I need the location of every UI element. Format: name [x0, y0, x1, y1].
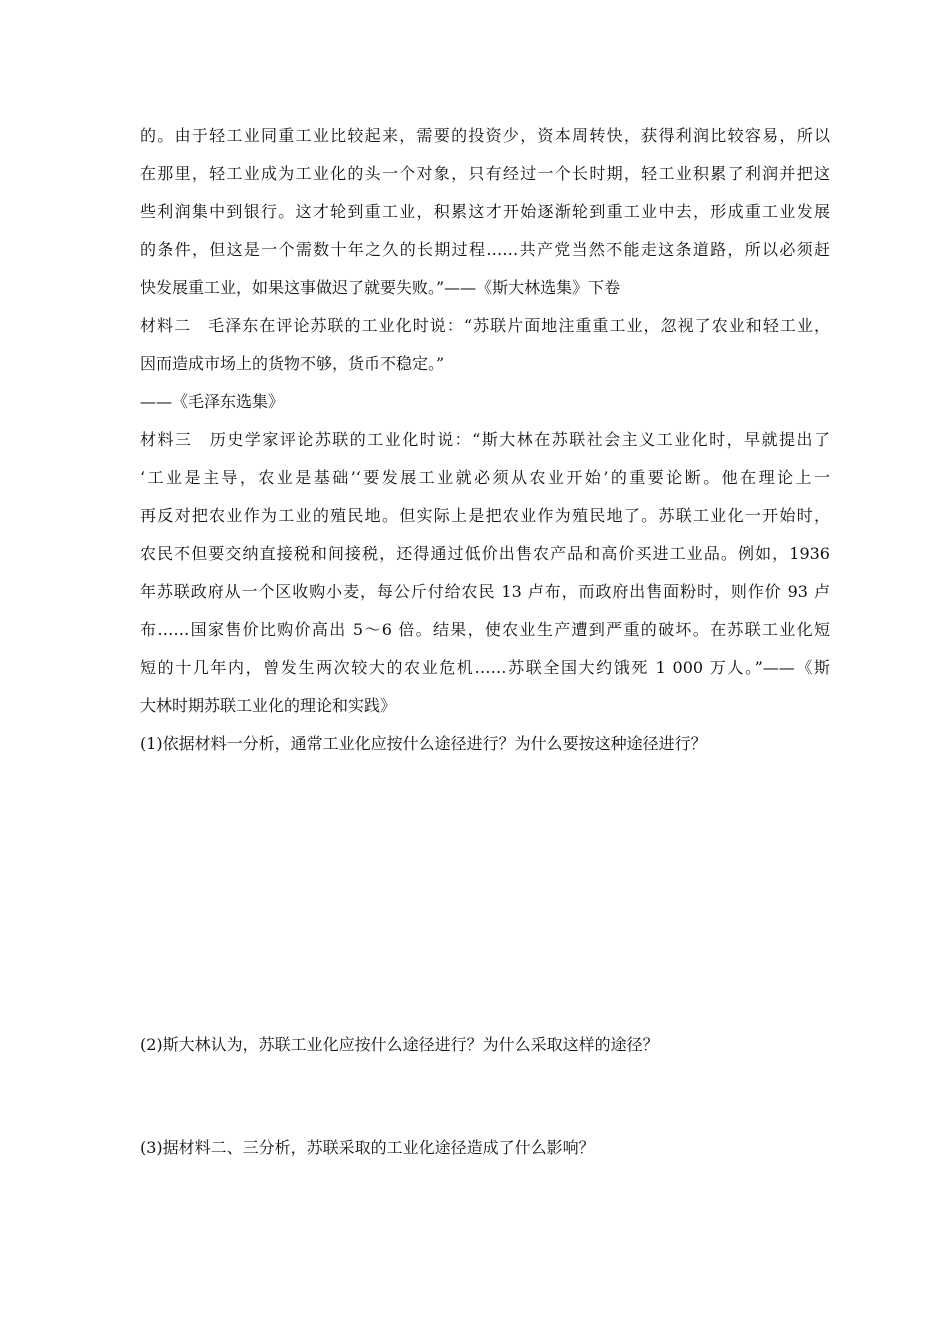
material3-line: 短的十几年内，曾发生两次较大的农业危机……苏联全国大约饿死 1 000 万人。”——《斯: [140, 658, 830, 677]
material3-source: 大林时期苏联工业化的理论和实践》: [140, 696, 397, 715]
material3-line: 再反对把农业作为工业的殖民地。但实际上是把农业作为殖民地了。苏联工业化一开始时，: [140, 506, 830, 525]
question-1: (1)依据材料一分析，通常工业化应按什么途径进行？为什么要按这种途径进行？: [140, 734, 707, 753]
material3-line: 布……国家售价比购价高出 5～6 倍。结果，使农业生产遭到严重的破坏。在苏联工业化短: [140, 620, 830, 639]
material3-line: 农民不但要交纳直接税和间接税，还得通过低价出售农产品和高价买进工业品。例如，1936: [140, 544, 830, 563]
material2-line: 材料二 毛泽东在评论苏联的工业化时说：“苏联片面地注重重工业，忽视了农业和轻工业，: [140, 316, 830, 335]
material1-line: 些利润集中到银行。这才轮到重工业，积累这才开始逐渐轮到重工业中去，形成重工业发展: [140, 202, 830, 221]
material3-line: ‘工业是主导，农业是基础’‘要发展工业就必须从农业开始’的重要论断。他在理论上一: [140, 468, 830, 487]
material3-line: 材料三 历史学家评论苏联的工业化时说：“斯大林在苏联社会主义工业化时，早就提出了: [140, 430, 830, 449]
material1-line: 在那里，轻工业成为工业化的头一个对象，只有经过一个长时期，轻工业积累了利润并把这: [140, 164, 830, 183]
material2-line: 因而造成市场上的货物不够，货币不稳定。”: [140, 354, 445, 373]
question-3: (3)据材料二、三分析，苏联采取的工业化途径造成了什么影响？: [140, 1138, 595, 1157]
material3-line: 年苏联政府从一个区收购小麦，每公斤付给农民 13 卢布，而政府出售面粉时，则作价 93 卢: [140, 582, 830, 601]
material1-line: 的。由于轻工业同重工业比较起来，需要的投资少，资本周转快，获得利润比较容易，所以: [140, 126, 830, 145]
question-2: (2)斯大林认为，苏联工业化应按什么途径进行？为什么采取这样的途径？: [140, 1035, 659, 1054]
material2-source: ——《毛泽东选集》: [140, 392, 285, 411]
material1-line: 的条件，但这是一个需数十年之久的长期过程……共产党当然不能走这条道路，所以必须赶: [140, 240, 830, 259]
material1-source: 快发展重工业，如果这事做迟了就要失败。”——《斯大林选集》下卷: [140, 278, 621, 297]
